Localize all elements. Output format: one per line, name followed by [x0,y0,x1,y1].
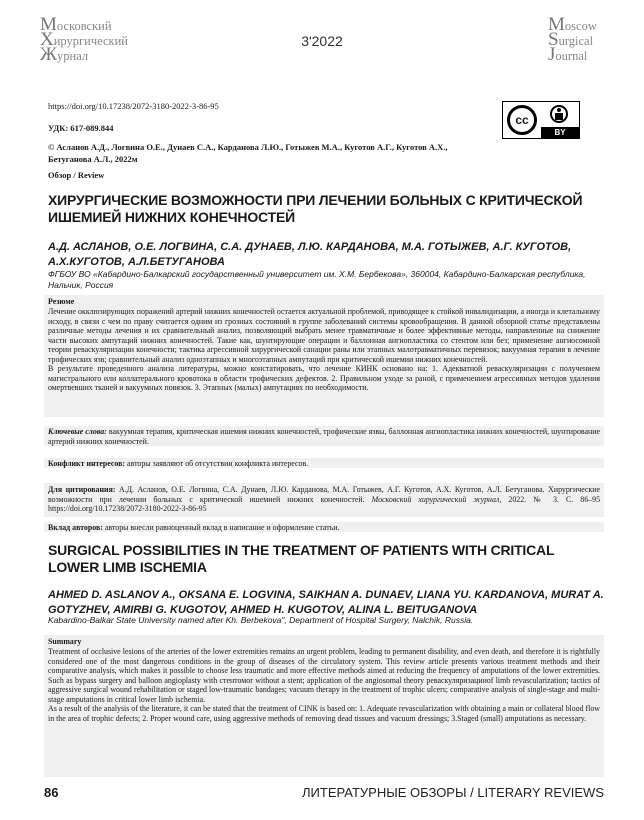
keywords-label: Ключевые слова: [48,427,107,436]
citation-journal: Московский хирургический журнал, [371,494,502,504]
abstract-en [48,647,600,723]
article-type: Обзор / Review [48,170,105,180]
citation-label: Для цитирования: [48,485,116,494]
abstract-ru-paragraph-2: В результате проведенного анализа литературы, можно констатировать, что лечение КИНК основано на: 1. Адекватной реваскуляризации с получением магистрального или коллатерального кровотока в области трофических дефектов. 2. Правильном уходе за раной, с применением агрессивных методов удаления омертвевших тканей и вакуумных повязок. 3. Этапных (малых) ампутациях по необходимости. [48,364,600,392]
citation-text-2: 2022. № 3. С. 86–95 https://doi.org/10.17238/2072-3180-2022-3-86-95 [48,494,601,513]
contrib-text: авторы внесли равноценный вклад в написание и оформление статьи. [102,523,340,532]
conflict-of-interest [48,459,600,469]
logo-ru-line-3: урнал [57,49,89,63]
logo-en-cap-2: S [548,29,559,50]
issue-number: 3'2022 [301,33,343,49]
abstract-en-label: Summary [48,637,82,646]
logo-en-line-2: urgical [558,34,594,48]
section-title: ЛИТЕРАТУРНЫЕ ОБЗОРЫ / LITERARY REVIEWS [302,785,604,800]
affiliation-en: Kabardino-Balkar State University named after Kh. Berbekova", Department of Hospital Surgery, Nalchik, Russia. [48,615,474,625]
attribution-icon-head [557,108,561,112]
logo-en-cap-1: M [548,14,565,35]
doi-link[interactable]: https://doi.org/10.17238/2072-3180-2022-3-86-95 [48,101,219,111]
keywords-ru [48,427,600,446]
copyright-line: © Асланов А.Д., Логвина О.Е., Дунаев С.А., Карданова Л.Ю., Готыжев М.А., Куготов А.Г., Куготов А.Х., Бетуганова А.Л., 2022м [48,142,448,164]
conflict-label: Конфликт интересов: [48,459,126,468]
cc-by-license-badge[interactable] [502,101,580,139]
journal-logo-en [548,14,618,65]
logo-en-cap-3: J [548,44,556,65]
abstract-ru-paragraph-1: Лечение окклюзирующих поражений артерий нижних конечностей остается актуальной проблемой, приводящее к стойкой инвалидизации, а иногда и клетальному исходу, в связи с чем по праву считается одним из грозных состояний в группе заболеваний системы кровообращения. В данной обзорной статье представлены различные методы лечения и их сравнительный анализ, позволяющий выбрать менее травматичные и более эффективные методы, направленные на снижение части высоких ампутаций нижних конечностей. Такие как, шунтирующие операции и баллонная ангиопластика со стентом или без; применение ангиосомной теории реваскуляризации конечности; тактика агрессивной хирургической санации раны или этапных малотравматичных перевязок; вакуумная терапия в лечение трофических язв; сравнительный анализ одноэтапных и многоэтапных ампутаций при критической ишемии нижних конечностей. [48,307,600,364]
logo-ru-line-1: осковский [56,19,112,33]
attribution-icon-body [555,113,563,120]
authors-en: AHMED D. ASLANOV A., OKSANA E. LOGVINA, SAIKHAN A. DUNAEV, LIANA YU. KARDANOVA, MURAT A. GOTYZHEV, AMIRBI G. KUGOTOV, AHMED H. KUGOTOV, ALINA L. BEITUGANOVA [48,589,604,616]
citation-text-1: А.Д. Асланов, О.Е. Логвина, С.А. Дунаев, Л.Ю. Карданова, М.А. Готыжев, А.Г. Куготов, А.Х. Куготов, А.Л. Бетуганова. Хирургические возможности при лечении больных с критической ишемией нижних конечностей. [48,485,600,504]
conflict-text: авторы заявляют об отсутствии конфликта интересов. [125,459,309,468]
by-label: BY [541,127,579,138]
logo-ru-cap-2: Х [40,29,54,50]
abstract-en-paragraph-1: Treatment of occlusive lesions of the arteries of the lower extremities remains an urgent problem, leading to permanent disability, and even death, and therefore it is rightfully considered one of the most dangerous conditions in the group of diseases of the circulatory system. This review article presents various treatment methods and their comparative analysis, which makes it possible to choose less traumatic and more effective methods aimed at reducing the frequency of amputations of the lower extremities. Such as bypass surgery and balloon angioplasty with стентомor without a stent; application of the angiosomal theory реваскуляризацииof limb revascularization; tactics of aggressive surgical wound rehabilitation or staged low-traumatic bandages; vacuum therapy in the treatment of trophic ulcers; comparative analysis of single-stage and multi-stage amputations in critical lower limb ischemia. [48,647,600,704]
article-title-ru: ХИРУРГИЧЕСКИЕ ВОЗМОЖНОСТИ ПРИ ЛЕЧЕНИИ БОЛЬНЫХ С КРИТИЧЕСКОЙ ИШЕМИЕЙ НИЖНИХ КОНЕЧНОСТЕЙ [48,192,583,225]
logo-ru-cap-1: М [40,14,57,35]
cc-icon: cc [507,105,537,135]
page-number: 86 [44,785,59,800]
author-contribution [48,523,600,533]
udc-code: УДК: 617-089.844 [48,123,114,133]
logo-ru-line-2: ирургический [53,34,128,48]
abstract-ru-label: Резюме [48,297,75,306]
logo-ru-cap-3: Ж [40,44,58,65]
article-title-en: SURGICAL POSSIBILITIES IN THE TREATMENT OF PATIENTS WITH CRITICAL LOWER LIMB ISCHEMIA [48,542,555,575]
page-header [0,0,644,92]
abstract-en-paragraph-2: As a result of the analysis of the literature, it can be stated that the treatment of CINK is based on: 1. Adequate revascularization with obtaining a main or collateral blood flow in the area of trophic defects; 2. Proper wound care, using aggressive methods of removing dead tissues and vacuum dressings; 3.Staged (small) amputations as necessary. [48,704,600,723]
contrib-label: Вклад авторов: [48,523,103,532]
authors-ru: А.Д. АСЛАНОВ, О.Е. ЛОГВИНА, С.А. ДУНАЕВ, Л.Ю. КАРДАНОВА, М.А. ГОТЫЖЕВ, А.Г. КУГОТОВ, А.Х.КУГОТОВ, А.Л.БЕТУГАНОВА [48,241,572,268]
abstract-ru [48,307,600,393]
citation [48,485,600,514]
logo-en-line-3: ournal [555,49,588,63]
logo-en-line-1: oscow [564,19,597,33]
keywords-text: вакуумная терапия, критическая ишемия нижних конечностей, трофические язвы, баллонная ангиопластика нижних конечностей, шунтирование артерий нижних конечностей. [48,427,600,446]
affiliation-ru: ФГБОУ ВО «Кабардино-Балкарский государственный университет им. Х.М. Бербекова», 360004, Кабардино-Балкарская республика, Нальчик, Россия [48,269,586,290]
